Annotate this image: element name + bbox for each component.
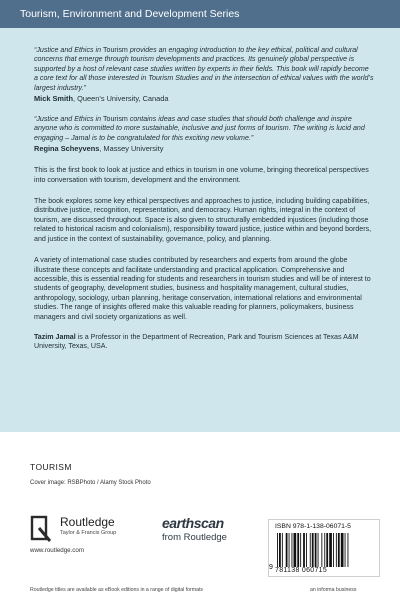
endorsement-quote-1 bbox=[34, 46, 374, 93]
routledge-logo bbox=[30, 515, 170, 557]
quote-1-book-title: Tourism bbox=[103, 46, 128, 54]
isbn-label: ISBN 978-1-138-06071-5 bbox=[275, 523, 351, 530]
barcode-lead-digit: 9 bbox=[269, 564, 273, 571]
endorser-affiliation-1: , Queen’s University, Canada bbox=[73, 94, 169, 104]
author-name: Tazim Jamal bbox=[34, 332, 76, 341]
routledge-url: www.routledge.com bbox=[30, 547, 84, 554]
earthscan-name: earthscan bbox=[162, 515, 224, 531]
informa-business: an informa business bbox=[310, 587, 357, 593]
endorser-name-1: Mick Smith bbox=[34, 94, 74, 104]
earthscan-logo bbox=[162, 515, 252, 555]
subject-category: TOURISM bbox=[30, 462, 72, 472]
quote-1-open: “Justice and Ethics in bbox=[34, 46, 103, 54]
back-cover-content bbox=[34, 46, 374, 352]
endorsement-attribution-1 bbox=[34, 94, 374, 104]
routledge-mark-icon bbox=[30, 515, 54, 543]
quote-2-open: “Justice and Ethics in bbox=[34, 115, 103, 124]
endorsement-quote-2 bbox=[34, 115, 374, 143]
ebook-note: Routledge titles are available as eBook editions in a range of digital formats bbox=[30, 587, 204, 593]
endorser-name-2: Regina Scheyvens bbox=[34, 144, 100, 154]
series-title: Tourism, Environment and Development Series bbox=[0, 0, 400, 28]
description-paragraph-3: A variety of international case studies contributed by researchers and experts from around the globe illustrate these concepts and facilitate understanding and practical application. Comprehensive and accessible, this is essential reading for students and researchers in tourism studies and will be of interest to students of geography, development studies, business and hospitality management, cultural studies, anthropology, sociology, urban planning, heritage conservation, international relations and environmental studies. The range of insights offered make this valuable reading for planners, policymakers, business managers and civil society organizations as well. bbox=[34, 256, 371, 321]
description-paragraph-2: The book explores some key ethical perspectives and approaches to justice, including building capabilities, distributive justice, recognition, representation, and democracy. Human rights, integral in the context of tourism, are discussed throughout. Space is also given to structurally embedded injustices (including those related to historical racism and colonialism), responsibility toward justice, justice within and beyond borders, and justice in the context of sustainability, governance, policy, and planning. bbox=[34, 197, 372, 243]
routledge-subtitle: Taylor & Francis Group bbox=[60, 530, 117, 536]
quote-2-text: contains ideas and case studies that should both challenge and inspire anyone who is committed to more sustainable, inclusive and just forms of tourism. The writing is lucid and engaging – Jamal is to be congratulated for this exciting new volume.” bbox=[34, 115, 365, 142]
description-paragraph-1: This is the first book to look at justice and ethics in tourism in one volume, bringing theoretical perspectives into conversation with tourism, development and the environment. bbox=[34, 166, 369, 184]
author-bio bbox=[34, 333, 374, 352]
quote-2-book-title: Tourism bbox=[103, 115, 128, 124]
earthscan-subtitle: from Routledge bbox=[162, 532, 227, 543]
barcode-icon bbox=[275, 533, 375, 567]
barcode-digits: 781138 060715 bbox=[275, 567, 328, 574]
endorsement-attribution-2 bbox=[34, 144, 374, 154]
endorser-affiliation-2: , Massey University bbox=[99, 144, 164, 154]
quote-1-text: provides an engaging introduction to the key ethical, political and cultural concerns that emerge through tourism developments and practices. Its genuinely global perspective is supported by a host of relevant case studies written by experts in their fields. This book will rapidly become a core text for all those interested in Tourism Studies and in the intersection of ethical values with the world’s largest industry.” bbox=[34, 46, 374, 92]
cover-image-credit: Cover image: RSBPhoto / Alamy Stock Photo bbox=[30, 480, 151, 486]
isbn-barcode-box bbox=[268, 519, 380, 577]
author-bio-text: is a Professor in the Department of Recreation, Park and Tourism Sciences at Texas A&M University, Texas, USA. bbox=[34, 332, 359, 351]
routledge-name: Routledge bbox=[60, 515, 115, 529]
